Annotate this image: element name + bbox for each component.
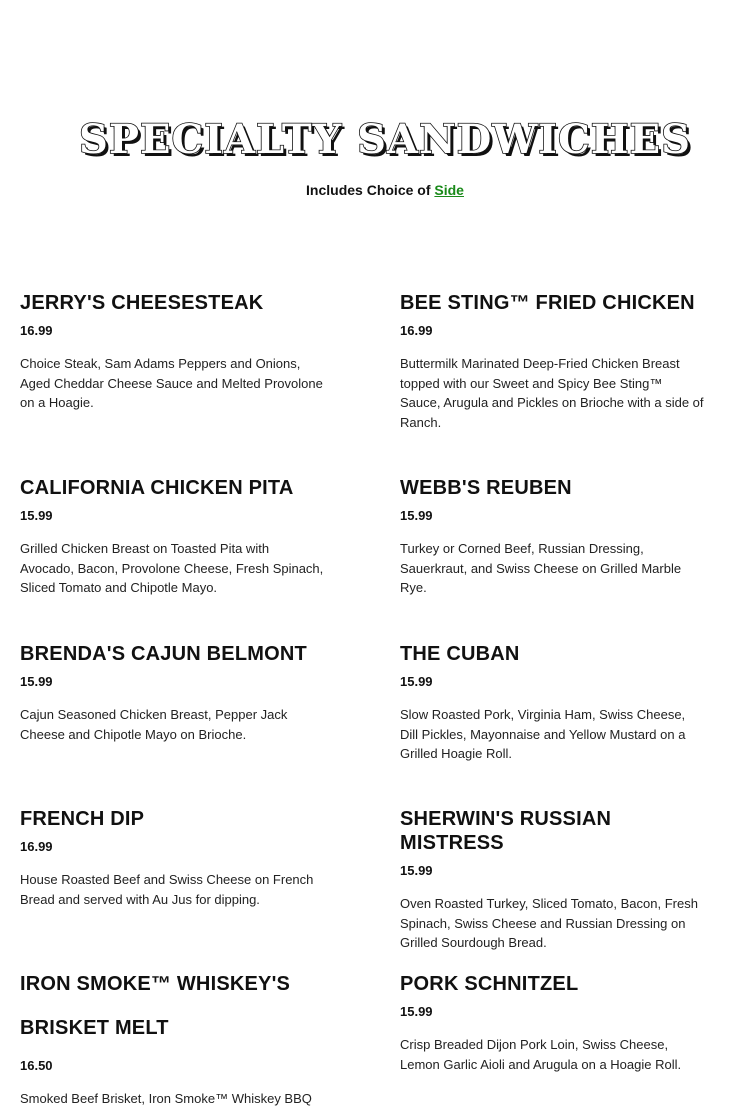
menu-item xyxy=(400,476,705,598)
item-description: Slow Roasted Pork, Virginia Ham, Swiss Cheese, Dill Pickles, Mayonnaise and Yellow Mustard on a Grilled Hoagie Roll. xyxy=(400,707,686,761)
menu-item xyxy=(20,807,325,909)
item-name: BEE STING™ FRIED CHICKEN xyxy=(400,292,695,314)
item-description: Oven Roasted Turkey, Sliced Tomato, Bacon, Fresh Spinach, Swiss Cheese and Russian Dressing on Grilled Sourdough Bread. xyxy=(400,896,698,950)
item-name: BRENDA'S CAJUN BELMONT xyxy=(20,643,307,665)
item-price: 15.99 xyxy=(400,508,433,523)
menu-item xyxy=(20,972,320,1109)
menu-item xyxy=(20,291,325,413)
menu-item xyxy=(400,972,705,1074)
item-name: JERRY'S CHEESESTEAK xyxy=(20,292,264,314)
item-name: WEBB'S REUBEN xyxy=(400,477,572,499)
menu-item xyxy=(400,642,705,764)
item-name: THE CUBAN xyxy=(400,643,520,665)
item-description: House Roasted Beef and Swiss Cheese on French Bread and served with Au Jus for dipping. xyxy=(20,872,314,907)
item-description: Grilled Chicken Breast on Toasted Pita with Avocado, Bacon, Provolone Cheese, Fresh Spinach, Sliced Tomato and Chipotle Mayo. xyxy=(20,541,324,595)
menu-item xyxy=(400,291,705,432)
item-name: IRON SMOKE™ WHISKEY'S BRISKET MELT xyxy=(20,973,291,1039)
item-name: FRENCH DIP xyxy=(20,808,145,830)
item-description: Turkey or Corned Beef, Russian Dressing, Sauerkraut, and Swiss Cheese on Grilled Marble Rye. xyxy=(400,541,682,595)
item-description: Cajun Seasoned Chicken Breast, Pepper Jack Cheese and Chipotle Mayo on Brioche. xyxy=(20,707,288,742)
item-price: 15.99 xyxy=(400,1004,433,1019)
menu-item xyxy=(20,642,325,744)
item-price: 15.99 xyxy=(20,674,53,689)
item-name: SHERWIN'S RUSSIAN MISTRESS xyxy=(400,808,612,854)
item-description: Smoked Beef Brisket, Iron Smoke™ Whiskey BBQ xyxy=(20,1091,312,1106)
menu-item xyxy=(20,476,325,598)
item-description: Choice Steak, Sam Adams Peppers and Onions, Aged Cheddar Cheese Sauce and Melted Provolone on a Hoagie. xyxy=(20,356,323,410)
item-price: 15.99 xyxy=(20,508,53,523)
item-name: PORK SCHNITZEL xyxy=(400,973,579,995)
item-name: CALIFORNIA CHICKEN PITA xyxy=(20,477,294,499)
item-price: 15.99 xyxy=(400,674,433,689)
item-price: 16.50 xyxy=(20,1058,53,1073)
section-subtitle xyxy=(0,182,730,198)
menu-item xyxy=(400,807,705,953)
subtitle-text: Includes Choice of xyxy=(306,182,435,198)
side-link[interactable]: Side xyxy=(434,182,464,198)
section-title: SPECIALTY SANDWICHES xyxy=(79,116,691,163)
previous-section-fragment xyxy=(400,0,464,4)
item-description: Crisp Breaded Dijon Pork Loin, Swiss Cheese, Lemon Garlic Aioli and Arugula on a Hoagie Roll. xyxy=(400,1037,682,1072)
item-price: 15.99 xyxy=(400,863,433,878)
item-description: Buttermilk Marinated Deep-Fried Chicken Breast topped with our Sweet and Spicy Bee Sting™ Sauce, Arugula and Pickles on Brioche with a side of Ranch. xyxy=(400,356,704,430)
item-price: 16.99 xyxy=(20,839,53,854)
item-price: 16.99 xyxy=(400,323,433,338)
item-price: 16.99 xyxy=(20,323,53,338)
